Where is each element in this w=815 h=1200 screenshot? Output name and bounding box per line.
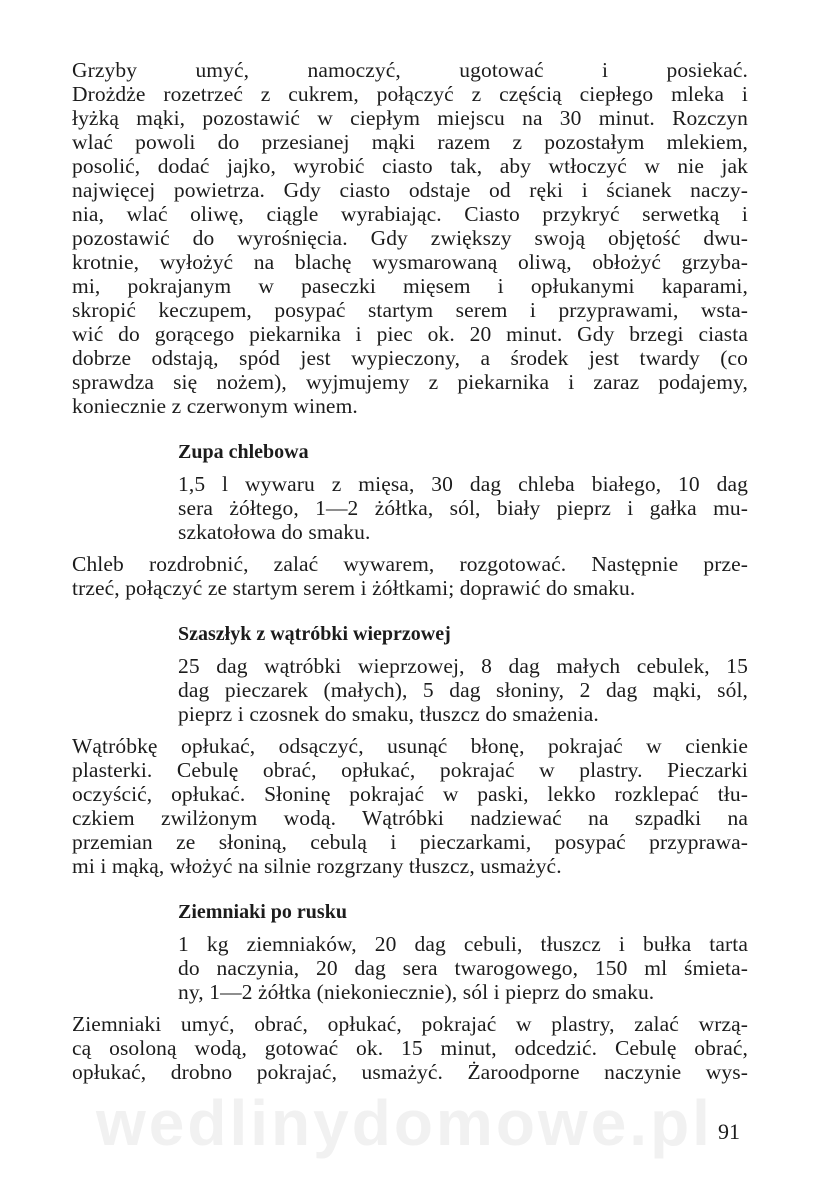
recipe-method	[72, 1012, 748, 1084]
text-line: do naczynia, 20 dag sera twarogowego, 150 ml śmieta-	[178, 956, 748, 980]
text-line: opłukać, drobno pokrajać, usmażyć. Żaroodporne naczynie wys-	[72, 1060, 748, 1084]
text-line: 25 dag wątróbki wieprzowej, 8 dag małych cebulek, 15	[178, 654, 748, 678]
text-line: dobrze odstają, spód jest wypieczony, a środek jest twardy (co	[72, 346, 748, 370]
text-line: trzeć, połączyć ze startym serem i żółtkami; doprawić do smaku.	[72, 576, 636, 600]
text-line: ny, 1—2 żółtka (niekoniecznie), sól i pieprz do smaku.	[178, 980, 655, 1004]
text-line: Drożdże rozetrzeć z cukrem, połączyć z częścią ciepłego mleka i	[72, 82, 748, 106]
recipe-szaszlyk-z-watrobki	[72, 600, 748, 878]
recipe-method	[72, 734, 748, 878]
text-line: skropić keczupem, posypać startym serem i przyprawami, wsta-	[72, 298, 748, 322]
text-line: 1 kg ziemniaków, 20 dag cebuli, tłuszcz i bułka tarta	[178, 932, 748, 956]
text-line: Chleb rozdrobnić, zalać wywarem, rozgotować. Następnie prze-	[72, 552, 748, 576]
text-line: krotnie, wyłożyć na blachę wysmarowaną oliwą, obłożyć grzyba-	[72, 250, 748, 274]
recipe-method	[72, 552, 748, 600]
watermark: wedlinydomowe.pl	[96, 1087, 713, 1159]
recipe-title: Zupa chlebowa	[178, 441, 309, 463]
text-line: Grzyby umyć, namoczyć, ugotować i posiekać.	[72, 58, 748, 82]
text-line: przemian ze słoniną, cebulą i pieczarkami, posypać przyprawa-	[72, 830, 748, 854]
text-line: czkiem zwilżonym wodą. Wątróbki nadziewać na szpadki na	[72, 806, 748, 830]
recipe-ingredients	[178, 932, 748, 1004]
text-line: posolić, dodać jajko, wyrobić ciasto tak, aby wtłoczyć w nie jak	[72, 154, 748, 178]
recipe-ingredients	[178, 472, 748, 544]
recipe-zupa-chlebowa	[72, 418, 748, 600]
text-line: wić do gorącego piekarnika i piec ok. 20 minut. Gdy brzegi ciasta	[72, 322, 748, 346]
recipe-title: Szaszłyk z wątróbki wieprzowej	[178, 623, 451, 645]
text-line: cą osoloną wodą, gotować ok. 15 minut, odcedzić. Cebulę obrać,	[72, 1036, 748, 1060]
text-line: szkatołowa do smaku.	[178, 520, 371, 544]
text-line: Ziemniaki umyć, obrać, opłukać, pokrajać w plastry, zalać wrzą-	[72, 1012, 748, 1036]
recipe-title: Ziemniaki po rusku	[178, 901, 347, 923]
page-number: 91	[718, 1119, 740, 1144]
text-line: sprawdza się nożem), wyjmujemy z piekarnika i zaraz podajemy,	[72, 370, 748, 394]
page-body	[72, 58, 748, 1084]
text-line: oczyścić, opłukać. Słoninę pokrajać w paski, lekko rozklepać tłu-	[72, 782, 748, 806]
recipe-ingredients	[178, 654, 748, 726]
text-line: pieprz i czosnek do smaku, tłuszcz do smażenia.	[178, 702, 599, 726]
text-line: 1,5 l wywaru z mięsa, 30 dag chleba białego, 10 dag	[178, 472, 748, 496]
text-line: plasterki. Cebulę obrać, opłukać, pokrajać w plastry. Pieczarki	[72, 758, 748, 782]
text-line: mi, pokrajanym w paseczki mięsem i opłukanymi kaparami,	[72, 274, 748, 298]
text-line: koniecznie z czerwonym winem.	[72, 394, 358, 418]
text-line: najwięcej powietrza. Gdy ciasto odstaje od ręki i ścianek naczy-	[72, 178, 748, 202]
recipe-ziemniaki-po-rusku	[72, 878, 748, 1084]
text-line: pozostawić do wyrośnięcia. Gdy zwiększy swoją objętość dwu-	[72, 226, 748, 250]
intro-paragraph	[72, 58, 748, 418]
text-line: nia, wlać oliwę, ciągle wyrabiając. Ciasto przykryć serwetką i	[72, 202, 748, 226]
text-line: Wątróbkę opłukać, odsączyć, usunąć błonę, pokrajać w cienkie	[72, 734, 748, 758]
text-line: mi i mąką, włożyć na silnie rozgrzany tłuszcz, usmażyć.	[72, 854, 562, 878]
text-line: wlać powoli do przesianej mąki razem z pozostałym mlekiem,	[72, 130, 748, 154]
text-line: łyżką mąki, pozostawić w ciepłym miejscu na 30 minut. Rozczyn	[72, 106, 748, 130]
text-line: sera żółtego, 1—2 żółtka, sól, biały pieprz i gałka mu-	[178, 496, 748, 520]
text-line: dag pieczarek (małych), 5 dag słoniny, 2 dag mąki, sól,	[178, 678, 748, 702]
